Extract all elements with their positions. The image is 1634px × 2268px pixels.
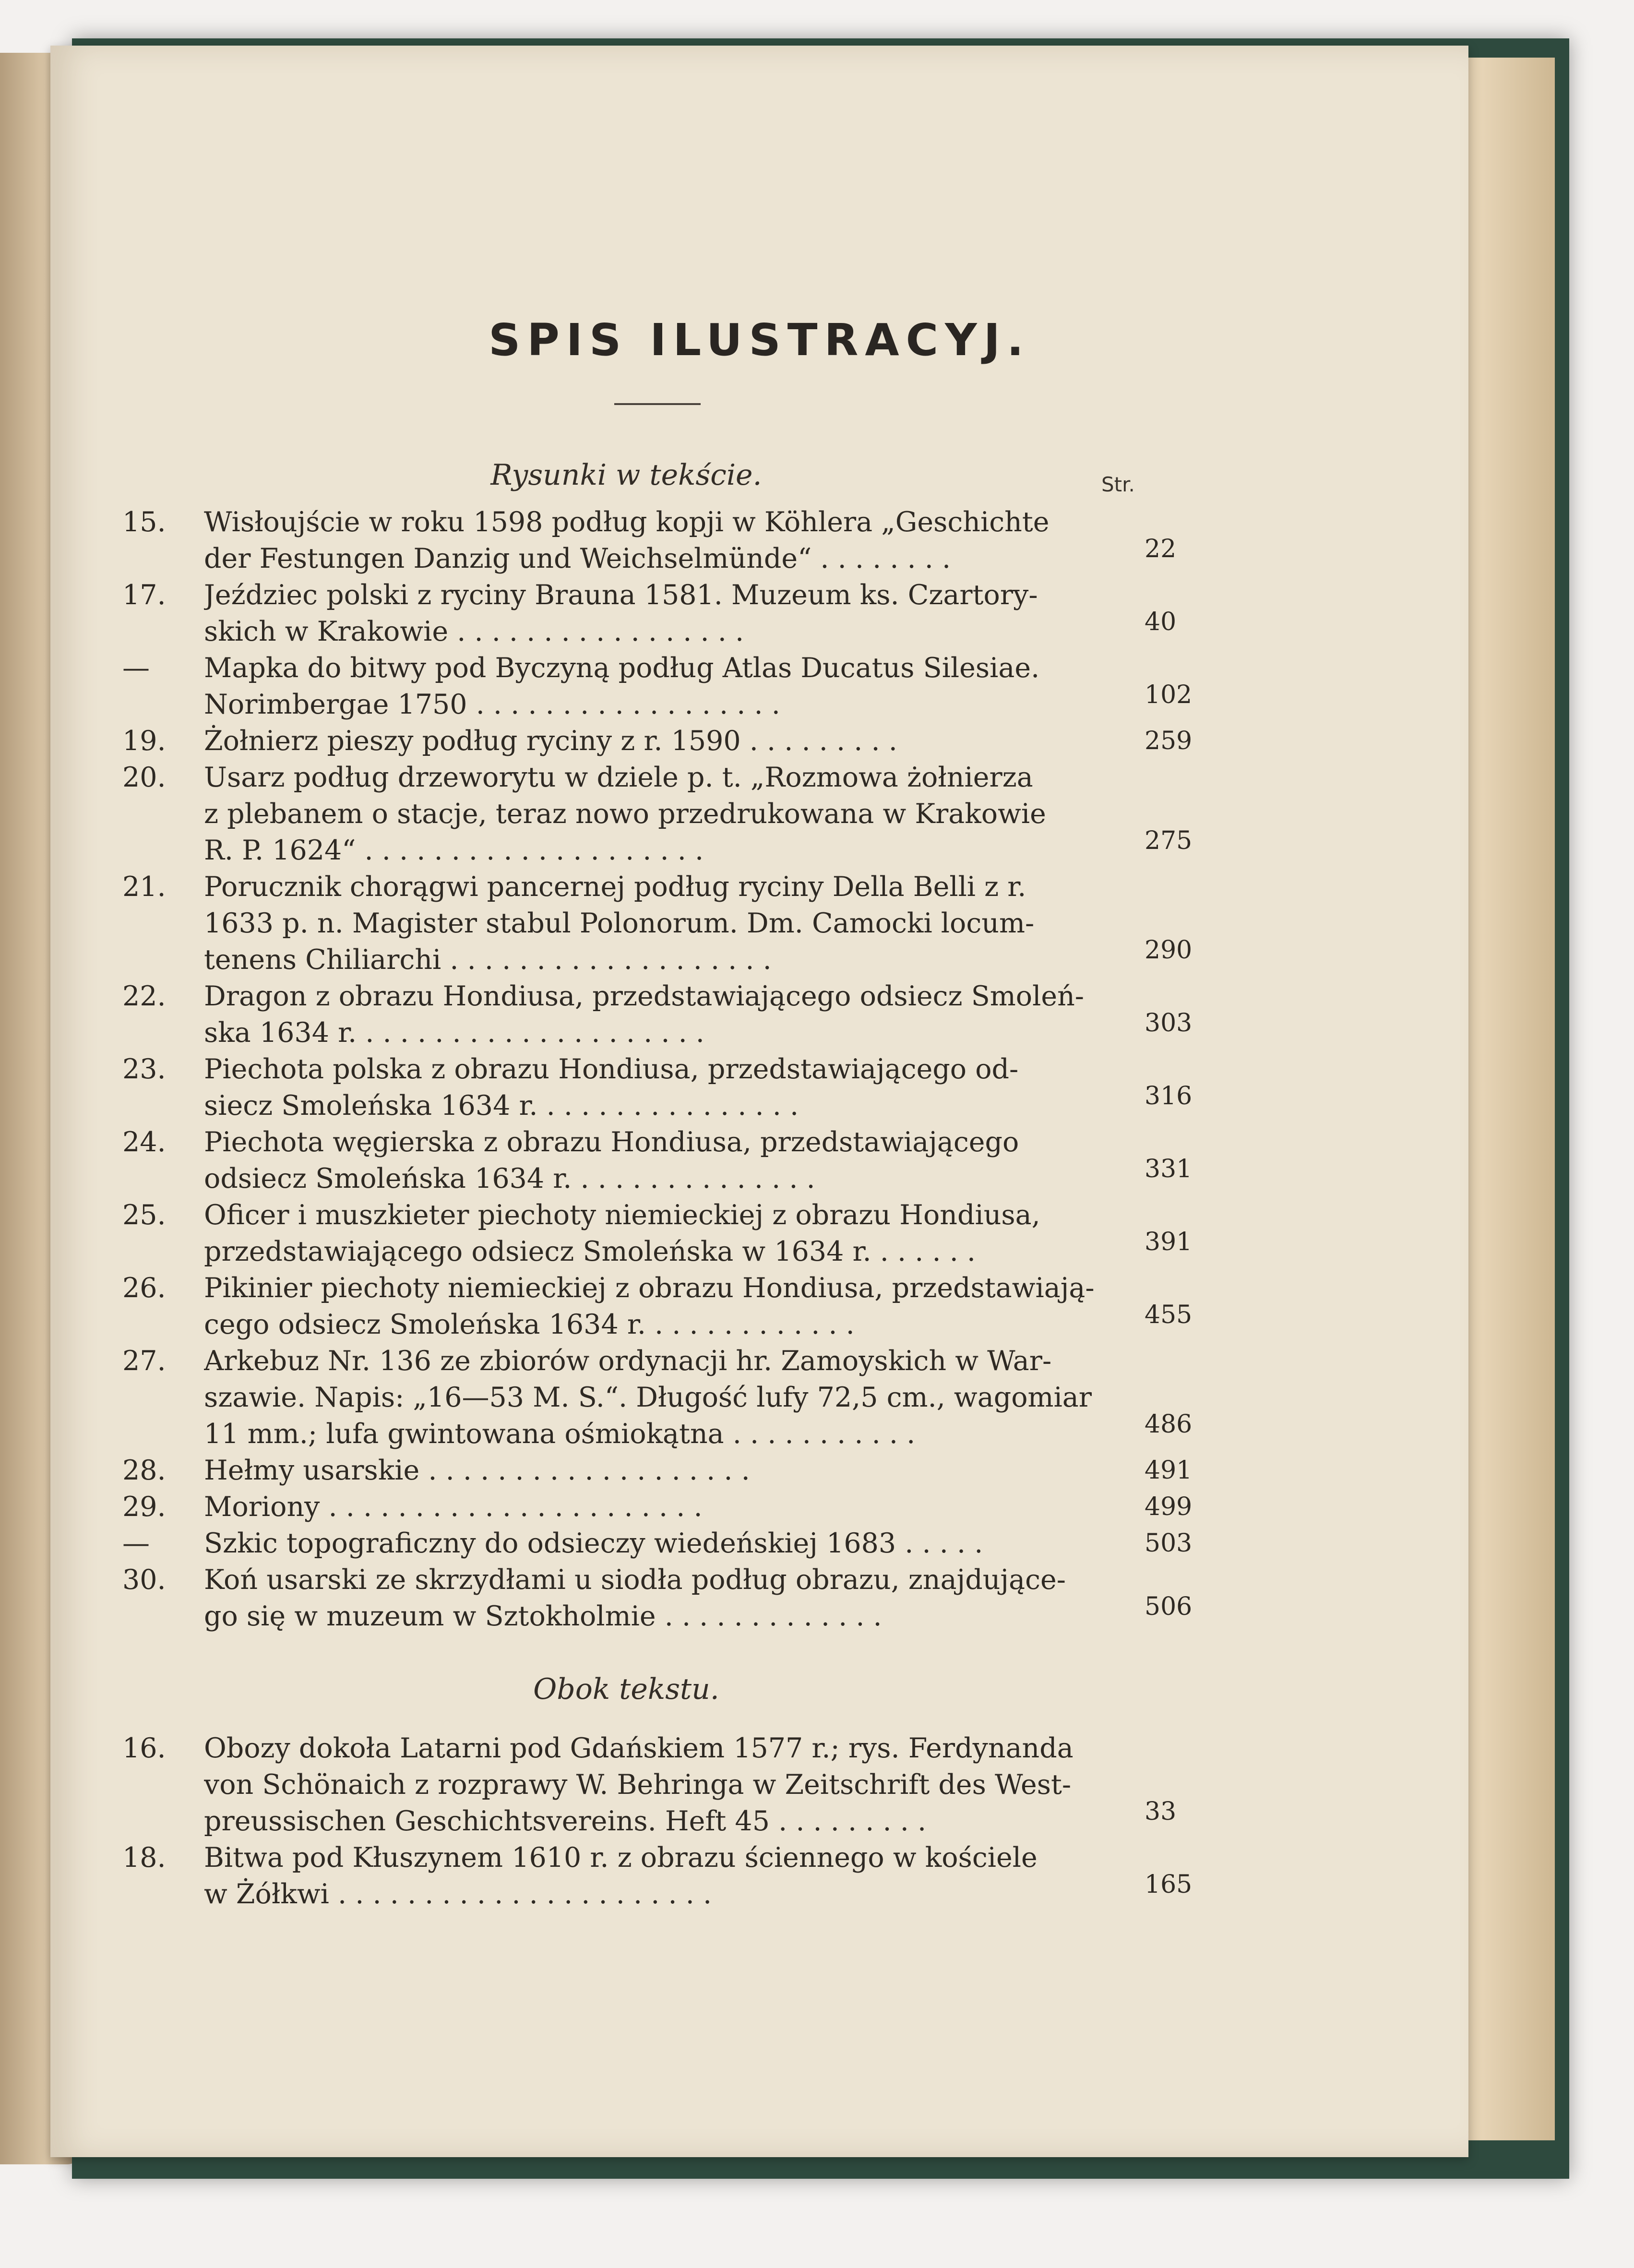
entry-text-line: Mapka do bitwy pod Byczyną podług Atlas Ducatus Silesiae.	[204, 652, 1040, 684]
entry-text-line: preussischen Geschichtsvereins. Heft 45 . . . . . . . . .	[204, 1805, 927, 1837]
entry-page-number: 331	[1145, 1155, 1193, 1183]
toc-entry	[122, 650, 1217, 723]
page-title: SPIS ILUSTRACYJ.	[489, 314, 1030, 366]
section-heading: Obok tekstu.	[533, 1672, 719, 1706]
entry-page-number: 506	[1145, 1592, 1193, 1621]
toc-entry	[122, 1124, 1217, 1197]
entry-page-number: 102	[1145, 680, 1193, 709]
entry-number: —	[122, 652, 150, 684]
entry-text-line: Usarz podług drzeworytu w dziele p. t. „Rozmowa żołnierza	[204, 762, 1033, 793]
entry-number: 16.	[122, 1732, 166, 1764]
entry-text-line: von Schönaich z rozprawy W. Behringa w Zeitschrift des West-	[204, 1769, 1072, 1801]
section-heading: Rysunki w tekście.	[490, 458, 762, 492]
entry-number: 30.	[122, 1564, 166, 1596]
entry-text-line: 1633 p. n. Magister stabul Polonorum. Dm. Camocki locum-	[204, 907, 1035, 939]
entry-number: 19.	[122, 725, 166, 757]
entry-number: 22.	[122, 980, 166, 1012]
title-divider	[614, 403, 701, 405]
entry-text-line: Arkebuz Nr. 136 ze zbiorów ordynacji hr. Zamoyskich w War-	[204, 1345, 1052, 1377]
entry-text-line: Norimbergae 1750 . . . . . . . . . . . . . . . . . .	[204, 689, 780, 720]
entry-text-line: Oficer i muszkieter piechoty niemieckiej z obrazu Hondiusa,	[204, 1199, 1040, 1231]
toc-entry	[122, 1343, 1217, 1452]
toc-entry	[122, 978, 1217, 1051]
entry-text-line: tenens Chiliarchi . . . . . . . . . . . . . . . . . . .	[204, 944, 772, 976]
entry-page-number: 40	[1145, 608, 1177, 636]
toc-entry	[122, 1270, 1217, 1343]
toc-entry	[122, 1525, 1217, 1562]
toc-entry	[122, 1562, 1217, 1635]
entry-text-line: Hełmy usarskie . . . . . . . . . . . . . . . . . . .	[204, 1455, 750, 1486]
entry-text-line: Piechota węgierska z obrazu Hondiusa, przedstawiającego	[204, 1126, 1019, 1158]
entry-number: 25.	[122, 1199, 166, 1231]
entry-text-line: Żołnierz pieszy podług ryciny z r. 1590 . . . . . . . . .	[204, 725, 897, 757]
toc-entry	[122, 577, 1217, 650]
entry-text-line: siecz Smoleńska 1634 r. . . . . . . . . . . . . . . .	[204, 1090, 799, 1122]
book-page	[50, 46, 1468, 2157]
toc-entry	[122, 1489, 1217, 1525]
entry-number: 18.	[122, 1842, 166, 1874]
entry-text-line: go się w muzeum w Sztokholmie . . . . . . . . . . . . .	[204, 1600, 882, 1632]
toc-entry	[122, 1452, 1217, 1489]
entry-page-number: 290	[1145, 936, 1193, 965]
entry-text-line: der Festungen Danzig und Weichselmünde“ . . . . . . . .	[204, 543, 951, 574]
toc-entry	[122, 1197, 1217, 1270]
entry-text-line: Jeździec polski z ryciny Brauna 1581. Muzeum ks. Czartory-	[204, 579, 1038, 611]
entry-page-number: 455	[1145, 1301, 1193, 1329]
toc-entry	[122, 1730, 1217, 1839]
entry-text-line: Piechota polska z obrazu Hondiusa, przedstawiającego od-	[204, 1053, 1019, 1085]
entry-text-line: Szkic topograficzny do odsieczy wiedeńskiej 1683 . . . . .	[204, 1528, 983, 1559]
entry-text-line: z plebanem o stacje, teraz nowo przedrukowana w Krakowie	[204, 798, 1046, 830]
entry-text-line: R. P. 1624“ . . . . . . . . . . . . . . . . . . . .	[204, 835, 704, 866]
entry-number: 26.	[122, 1272, 166, 1304]
entry-page-number: 391	[1145, 1228, 1193, 1256]
entry-page-number: 303	[1145, 1009, 1193, 1038]
entry-text-line: Bitwa pod Kłuszynem 1610 r. z obrazu ściennego w kościele	[204, 1842, 1038, 1874]
entry-number: 21.	[122, 871, 166, 903]
entry-text-line: Moriony . . . . . . . . . . . . . . . . . . . . . .	[204, 1491, 703, 1523]
toc-entry	[122, 759, 1217, 869]
entry-number: —	[122, 1528, 150, 1559]
entry-text-line: 11 mm.; lufa gwintowana ośmiokątna . . . . . . . . . . .	[204, 1418, 916, 1450]
entry-number: 24.	[122, 1126, 166, 1158]
entry-page-number: 165	[1145, 1870, 1193, 1899]
toc-entry	[122, 1839, 1217, 1912]
entry-number: 28.	[122, 1455, 166, 1486]
entry-number: 20.	[122, 762, 166, 793]
toc-entry	[122, 504, 1217, 577]
entry-page-number: 503	[1145, 1529, 1193, 1558]
entry-number: 15.	[122, 506, 166, 538]
entry-page-number: 22	[1145, 535, 1177, 563]
entry-text-line: Dragon z obrazu Hondiusa, przedstawiającego odsiecz Smoleń-	[204, 980, 1085, 1012]
entry-text-line: w Żółkwi . . . . . . . . . . . . . . . . . . . . . .	[204, 1878, 712, 1910]
toc-entry	[122, 1051, 1217, 1124]
entry-text-line: Obozy dokoła Latarni pod Gdańskiem 1577 r.; rys. Ferdynanda	[204, 1732, 1073, 1764]
entry-page-number: 491	[1145, 1456, 1193, 1485]
entry-text-line: Porucznik chorągwi pancernej podług ryciny Della Belli z r.	[204, 871, 1026, 903]
entry-text-line: szawie. Napis: „16—53 M. S.“. Długość lufy 72,5 cm., wagomiar	[204, 1382, 1092, 1413]
toc-entry	[122, 723, 1217, 759]
entry-text-line: skich w Krakowie . . . . . . . . . . . . . . . . .	[204, 616, 744, 647]
entry-page-number: 33	[1145, 1797, 1177, 1826]
entry-page-number: 499	[1145, 1492, 1193, 1521]
page-column-label: Str.	[1101, 473, 1135, 496]
entry-number: 27.	[122, 1345, 166, 1377]
entry-text-line: odsiecz Smoleńska 1634 r. . . . . . . . . . . . . . .	[204, 1163, 815, 1194]
entry-page-number: 259	[1145, 727, 1193, 755]
toc-entry	[122, 869, 1217, 978]
entry-number: 23.	[122, 1053, 166, 1085]
entry-page-number: 316	[1145, 1082, 1193, 1110]
entry-text-line: przedstawiającego odsiecz Smoleńska w 1634 r. . . . . . .	[204, 1236, 976, 1267]
entry-text-line: cego odsiecz Smoleńska 1634 r. . . . . . . . . . . . .	[204, 1309, 855, 1340]
entry-page-number: 486	[1145, 1410, 1193, 1439]
entry-number: 29.	[122, 1491, 166, 1523]
entry-text-line: Koń usarski ze skrzydłami u siodła podług obrazu, znajdujące-	[204, 1564, 1066, 1596]
entry-text-line: Pikinier piechoty niemieckiej z obrazu Hondiusa, przedstawiają-	[204, 1272, 1095, 1304]
entry-number: 17.	[122, 579, 166, 611]
entry-page-number: 275	[1145, 826, 1193, 855]
entry-text-line: ska 1634 r. . . . . . . . . . . . . . . . . . . . .	[204, 1017, 704, 1049]
entry-text-line: Wisłoujście w roku 1598 podług kopji w Köhlera „Geschichte	[204, 506, 1050, 538]
